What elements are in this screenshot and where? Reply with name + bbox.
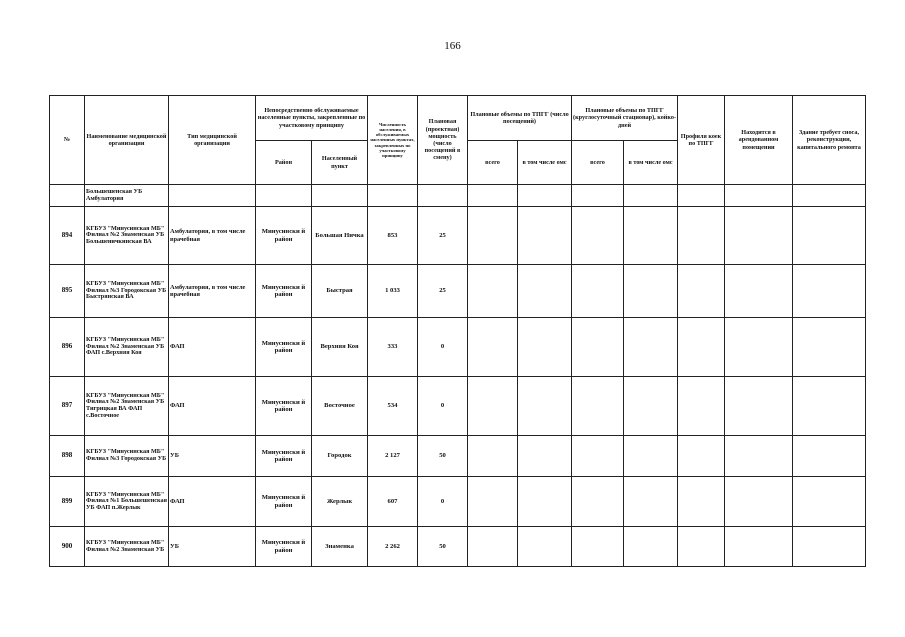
facilities-table — [49, 95, 866, 567]
org-type-cell — [169, 185, 256, 207]
capacity-cell: 0 — [418, 477, 468, 527]
visits-total-cell — [468, 265, 518, 318]
header-org-type: Тип медицинской организации — [169, 96, 256, 185]
beds-total-cell — [572, 265, 624, 318]
table-row — [50, 185, 866, 207]
settlement-cell: Большая Ничка — [312, 207, 368, 265]
bed-profile-cell — [678, 477, 725, 527]
header-served-points: Непосредственно обслуживаемые населенные пункты, закрепленные по участковому принципу — [256, 96, 368, 141]
settlement-cell: Городок — [312, 436, 368, 477]
org-type-cell: ФАП — [169, 318, 256, 377]
settlement-cell: Жерлык — [312, 477, 368, 527]
header-settlement: Населенный пункт — [312, 141, 368, 185]
district-cell: Минусински й район — [256, 377, 312, 436]
header-rented: Находится в арендованном помещении — [725, 96, 793, 185]
beds-total-cell — [572, 318, 624, 377]
rented-cell — [725, 377, 793, 436]
visits-total-cell — [468, 377, 518, 436]
visits-oms-cell — [518, 527, 572, 567]
district-cell: Минусински й район — [256, 477, 312, 527]
settlement-cell: Восточное — [312, 377, 368, 436]
repair-cell — [793, 477, 866, 527]
beds-total-cell — [572, 377, 624, 436]
visits-total-cell — [468, 185, 518, 207]
beds-oms-cell — [624, 527, 678, 567]
beds-total-cell — [572, 527, 624, 567]
page-number: 166 — [444, 40, 461, 52]
beds-oms-cell — [624, 265, 678, 318]
row-number — [50, 185, 85, 207]
visits-oms-cell — [518, 265, 572, 318]
row-number: 898 — [50, 436, 85, 477]
rented-cell — [725, 207, 793, 265]
district-cell: Минусински й район — [256, 436, 312, 477]
org-type-cell: УБ — [169, 436, 256, 477]
population-cell: 2 262 — [368, 527, 418, 567]
capacity-cell: 25 — [418, 207, 468, 265]
org-type-cell: Амбулатория, в том числе врачебная — [169, 207, 256, 265]
org-name-cell: КГБУЗ "Минусинская МБ" Филиал №2 Знаменская УБ Большеничкинская ВА — [85, 207, 169, 265]
header-beds-total: всего — [572, 141, 624, 185]
repair-cell — [793, 436, 866, 477]
header-org-name: Наименование медицинской организации — [85, 96, 169, 185]
settlement-cell: Знаменка — [312, 527, 368, 567]
repair-cell — [793, 207, 866, 265]
capacity-cell: 25 — [418, 265, 468, 318]
table-row — [50, 265, 866, 318]
population-cell: 853 — [368, 207, 418, 265]
row-number: 896 — [50, 318, 85, 377]
beds-oms-cell — [624, 436, 678, 477]
bed-profile-cell — [678, 377, 725, 436]
visits-oms-cell — [518, 436, 572, 477]
table-row — [50, 377, 866, 436]
bed-profile-cell — [678, 265, 725, 318]
org-type-cell: ФАП — [169, 377, 256, 436]
beds-oms-cell — [624, 477, 678, 527]
table-row — [50, 318, 866, 377]
visits-total-cell — [468, 436, 518, 477]
repair-cell — [793, 318, 866, 377]
rented-cell — [725, 318, 793, 377]
bed-profile-cell — [678, 185, 725, 207]
header-district: Район — [256, 141, 312, 185]
org-type-cell: УБ — [169, 527, 256, 567]
capacity-cell: 0 — [418, 377, 468, 436]
table-row — [50, 477, 866, 527]
district-cell: Минусински й район — [256, 527, 312, 567]
repair-cell — [793, 377, 866, 436]
population-cell: 1 033 — [368, 265, 418, 318]
header-visits-oms: в том числе омс — [518, 141, 572, 185]
bed-profile-cell — [678, 436, 725, 477]
header-capacity: Плановая (проектная) мощность (число посещений в смену) — [418, 96, 468, 185]
district-cell: Минусински й район — [256, 207, 312, 265]
table-row — [50, 527, 866, 567]
rented-cell — [725, 527, 793, 567]
repair-cell — [793, 265, 866, 318]
bed-profile-cell — [678, 207, 725, 265]
population-cell: 607 — [368, 477, 418, 527]
district-cell: Минусински й район — [256, 318, 312, 377]
org-name-cell: КГБУЗ "Минусинская МБ" Филиал №3 Городокская УБ — [85, 436, 169, 477]
header-bed-profile: Профиля коек по ТПГГ — [678, 96, 725, 185]
capacity-cell: 50 — [418, 436, 468, 477]
header-no: № — [50, 96, 85, 185]
visits-total-cell — [468, 477, 518, 527]
org-type-cell: ФАП — [169, 477, 256, 527]
row-number: 894 — [50, 207, 85, 265]
org-name-cell: КГБУЗ "Минусинская МБ" Филиал №2 Знаменская УБ ФАП с.Верхняя Коя — [85, 318, 169, 377]
beds-oms-cell — [624, 185, 678, 207]
rented-cell — [725, 185, 793, 207]
visits-oms-cell — [518, 377, 572, 436]
population-cell: 534 — [368, 377, 418, 436]
capacity-cell: 0 — [418, 318, 468, 377]
visits-total-cell — [468, 207, 518, 265]
population-cell: 2 127 — [368, 436, 418, 477]
capacity-cell: 50 — [418, 527, 468, 567]
district-cell — [256, 185, 312, 207]
visits-oms-cell — [518, 185, 572, 207]
header-population: Численность населения, в обслуживаемых населенных пунктах, закрепленных по участковому принципу — [368, 96, 418, 185]
row-number: 899 — [50, 477, 85, 527]
org-name-cell: КГБУЗ "Минусинская МБ" Филиал №1 Большешенская УБ ФАП п.Жерлык — [85, 477, 169, 527]
beds-total-cell — [572, 436, 624, 477]
visits-total-cell — [468, 527, 518, 567]
visits-oms-cell — [518, 318, 572, 377]
beds-total-cell — [572, 185, 624, 207]
row-number: 900 — [50, 527, 85, 567]
org-name-cell: КГБУЗ "Минусинская МБ" Филиал №3 Городокская УБ Быстрянская ВА — [85, 265, 169, 318]
rented-cell — [725, 477, 793, 527]
org-name-cell: Большешенская УБ Амбулатория — [85, 185, 169, 207]
beds-total-cell — [572, 207, 624, 265]
district-cell: Минусински й район — [256, 265, 312, 318]
org-name-cell: КГБУЗ "Минусинская МБ" Филиал №2 Знаменская УБ Тигрицкая ВА ФАП с.Восточное — [85, 377, 169, 436]
visits-oms-cell — [518, 207, 572, 265]
bed-profile-cell — [678, 527, 725, 567]
org-type-cell: Амбулатория, в том числе врачебная — [169, 265, 256, 318]
population-cell: 333 — [368, 318, 418, 377]
header-repair: Здание требует сноса, реконструкции, капитального ремонта — [793, 96, 866, 185]
settlement-cell: Верхняя Коя — [312, 318, 368, 377]
rented-cell — [725, 265, 793, 318]
header-beds-volume: Плановые объемы по ТПГГ (круглосуточный стационар), койко-дней — [572, 96, 678, 141]
settlement-cell — [312, 185, 368, 207]
visits-oms-cell — [518, 477, 572, 527]
repair-cell — [793, 527, 866, 567]
header-beds-oms: в том числе омс — [624, 141, 678, 185]
population-cell — [368, 185, 418, 207]
rented-cell — [725, 436, 793, 477]
beds-oms-cell — [624, 318, 678, 377]
row-number: 895 — [50, 265, 85, 318]
row-number: 897 — [50, 377, 85, 436]
beds-oms-cell — [624, 377, 678, 436]
table-row — [50, 436, 866, 477]
visits-total-cell — [468, 318, 518, 377]
beds-oms-cell — [624, 207, 678, 265]
capacity-cell — [418, 185, 468, 207]
header-visits-total: всего — [468, 141, 518, 185]
org-name-cell: КГБУЗ "Минусинская МБ" Филиал №2 Знаменская УБ — [85, 527, 169, 567]
header-visits-volume: Плановые объемы по ТПГГ (число посещений) — [468, 96, 572, 141]
bed-profile-cell — [678, 318, 725, 377]
beds-total-cell — [572, 477, 624, 527]
repair-cell — [793, 185, 866, 207]
table-row — [50, 207, 866, 265]
settlement-cell: Быстрая — [312, 265, 368, 318]
